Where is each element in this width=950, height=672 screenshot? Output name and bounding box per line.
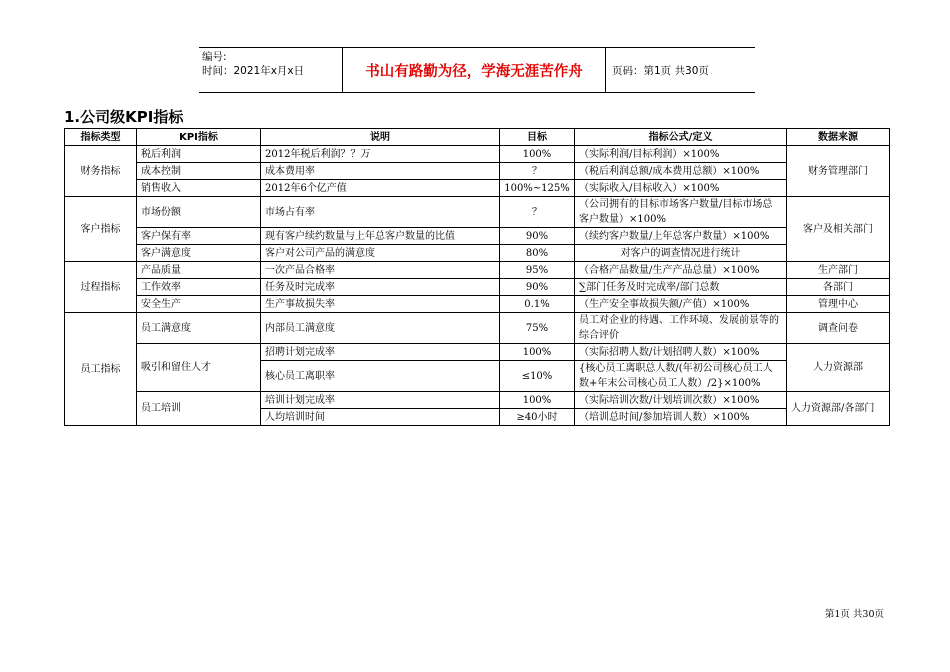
target-cell: 100% [500, 146, 575, 163]
formula-cell: （公司拥有的目标市场客户数量/目标市场总客户数量）×100% [575, 197, 787, 228]
category-cell: 员工指标 [65, 313, 137, 426]
formula-cell: （续约客户数量/上年总客户数量）×100% [575, 228, 787, 245]
table-row [65, 313, 890, 344]
desc-cell: 招聘计划完成率 [261, 344, 500, 361]
kpi-cell: 市场份额 [137, 197, 261, 228]
desc-cell: 内部员工满意度 [261, 313, 500, 344]
section-title: 1.公司级KPI指标 [64, 108, 184, 126]
kpi-cell: 客户保有率 [137, 228, 261, 245]
kpi-cell: 成本控制 [137, 163, 261, 180]
time-label: 时间：2021年x月x日 [202, 65, 305, 77]
desc-cell: 2012年税后利润？？万 [261, 146, 500, 163]
table-row [65, 163, 890, 180]
source-cell: 管理中心 [787, 296, 890, 313]
target-cell: ≥40小时 [500, 409, 575, 426]
kpi-cell: 客户满意度 [137, 245, 261, 262]
desc-cell: 客户对公司产品的满意度 [261, 245, 500, 262]
source-cell: 财务管理部门 [787, 146, 890, 197]
formula-cell: （生产安全事故损失额/产值）×100% [575, 296, 787, 313]
desc-cell: 一次产品合格率 [261, 262, 500, 279]
col-header-type: 指标类型 [65, 129, 137, 146]
col-header-target: 目标 [500, 129, 575, 146]
target-cell: 100% [500, 392, 575, 409]
target-cell: ？ [500, 163, 575, 180]
kpi-cell: 员工满意度 [137, 313, 261, 344]
kpi-cell: 员工培训 [137, 392, 261, 426]
formula-cell: （实际培训次数/计划培训次数）×100% [575, 392, 787, 409]
source-cell: 客户及相关部门 [787, 197, 890, 262]
formula-cell: （培训总时间/参加培训人数）×100% [575, 409, 787, 426]
document-header [199, 47, 755, 93]
source-cell: 各部门 [787, 279, 890, 296]
kpi-cell: 产品质量 [137, 262, 261, 279]
table-row [65, 392, 890, 409]
desc-cell: 生产事故损失率 [261, 296, 500, 313]
table-row [65, 262, 890, 279]
kpi-cell: 工作效率 [137, 279, 261, 296]
table-row [65, 279, 890, 296]
kpi-cell: 安全生产 [137, 296, 261, 313]
header-meta [199, 48, 343, 92]
desc-cell: 培训计划完成率 [261, 392, 500, 409]
source-cell: 人力资源部/各部门 [787, 392, 890, 426]
desc-cell: 任务及时完成率 [261, 279, 500, 296]
target-cell: ≤10% [500, 361, 575, 392]
target-cell: 100%~125% [500, 180, 575, 197]
target-cell: 0.1% [500, 296, 575, 313]
target-cell: 100% [500, 344, 575, 361]
category-cell: 客户指标 [65, 197, 137, 262]
desc-cell: 成本费用率 [261, 163, 500, 180]
formula-cell: ∑部门任务及时完成率/部门总数 [575, 279, 787, 296]
table-row [65, 197, 890, 228]
target-cell: ？ [500, 197, 575, 228]
source-cell: 调查问卷 [787, 313, 890, 344]
table-row [65, 180, 890, 197]
kpi-cell: 税后利润 [137, 146, 261, 163]
desc-cell: 市场占有率 [261, 197, 500, 228]
desc-cell: 现有客户续约数量与上年总客户数量的比值 [261, 228, 500, 245]
formula-cell: （实际利润/目标利润）×100% [575, 146, 787, 163]
target-cell: 90% [500, 228, 575, 245]
table-row [65, 344, 890, 361]
col-header-formula: 指标公式/定义 [575, 129, 787, 146]
formula-cell: {核心员工离职总人数/(年初公司核心员工人数+年末公司核心员工人数）/2}×100% [575, 361, 787, 392]
formula-cell: （实际收入/目标收入）×100% [575, 180, 787, 197]
category-cell: 过程指标 [65, 262, 137, 313]
table-row [65, 228, 890, 245]
table-header-row [65, 129, 890, 146]
desc-cell: 人均培训时间 [261, 409, 500, 426]
header-motto: 书山有路勤为径，学海无涯苦作舟 [343, 48, 606, 92]
table-row [65, 296, 890, 313]
footer-page-number: 第1页 共30页 [824, 609, 884, 620]
col-header-kpi: KPI指标 [137, 129, 261, 146]
table-row [65, 245, 890, 262]
formula-cell: 对客户的调查情况进行统计 [575, 245, 787, 262]
formula-cell: （税后利润总额/成本费用总额）×100% [575, 163, 787, 180]
table-row [65, 146, 890, 163]
desc-cell: 核心员工离职率 [261, 361, 500, 392]
formula-cell: （合格产品数量/生产产品总量）×100% [575, 262, 787, 279]
source-cell: 生产部门 [787, 262, 890, 279]
header-page-number: 页码：第1页 共30页 [612, 64, 709, 77]
col-header-source: 数据来源 [787, 129, 890, 146]
serial-label: 编号: [202, 51, 227, 63]
target-cell: 80% [500, 245, 575, 262]
kpi-cell: 吸引和留住人才 [137, 344, 261, 392]
category-cell: 财务指标 [65, 146, 137, 197]
target-cell: 75% [500, 313, 575, 344]
formula-cell: 员工对企业的待遇、工作环境、发展前景等的综合评价 [575, 313, 787, 344]
target-cell: 90% [500, 279, 575, 296]
formula-cell: （实际招聘人数/计划招聘人数）×100% [575, 344, 787, 361]
kpi-cell: 销售收入 [137, 180, 261, 197]
source-cell: 人力资源部 [787, 344, 890, 392]
kpi-table [64, 128, 890, 426]
col-header-desc: 说明 [261, 129, 500, 146]
desc-cell: 2012年6个亿产值 [261, 180, 500, 197]
target-cell: 95% [500, 262, 575, 279]
